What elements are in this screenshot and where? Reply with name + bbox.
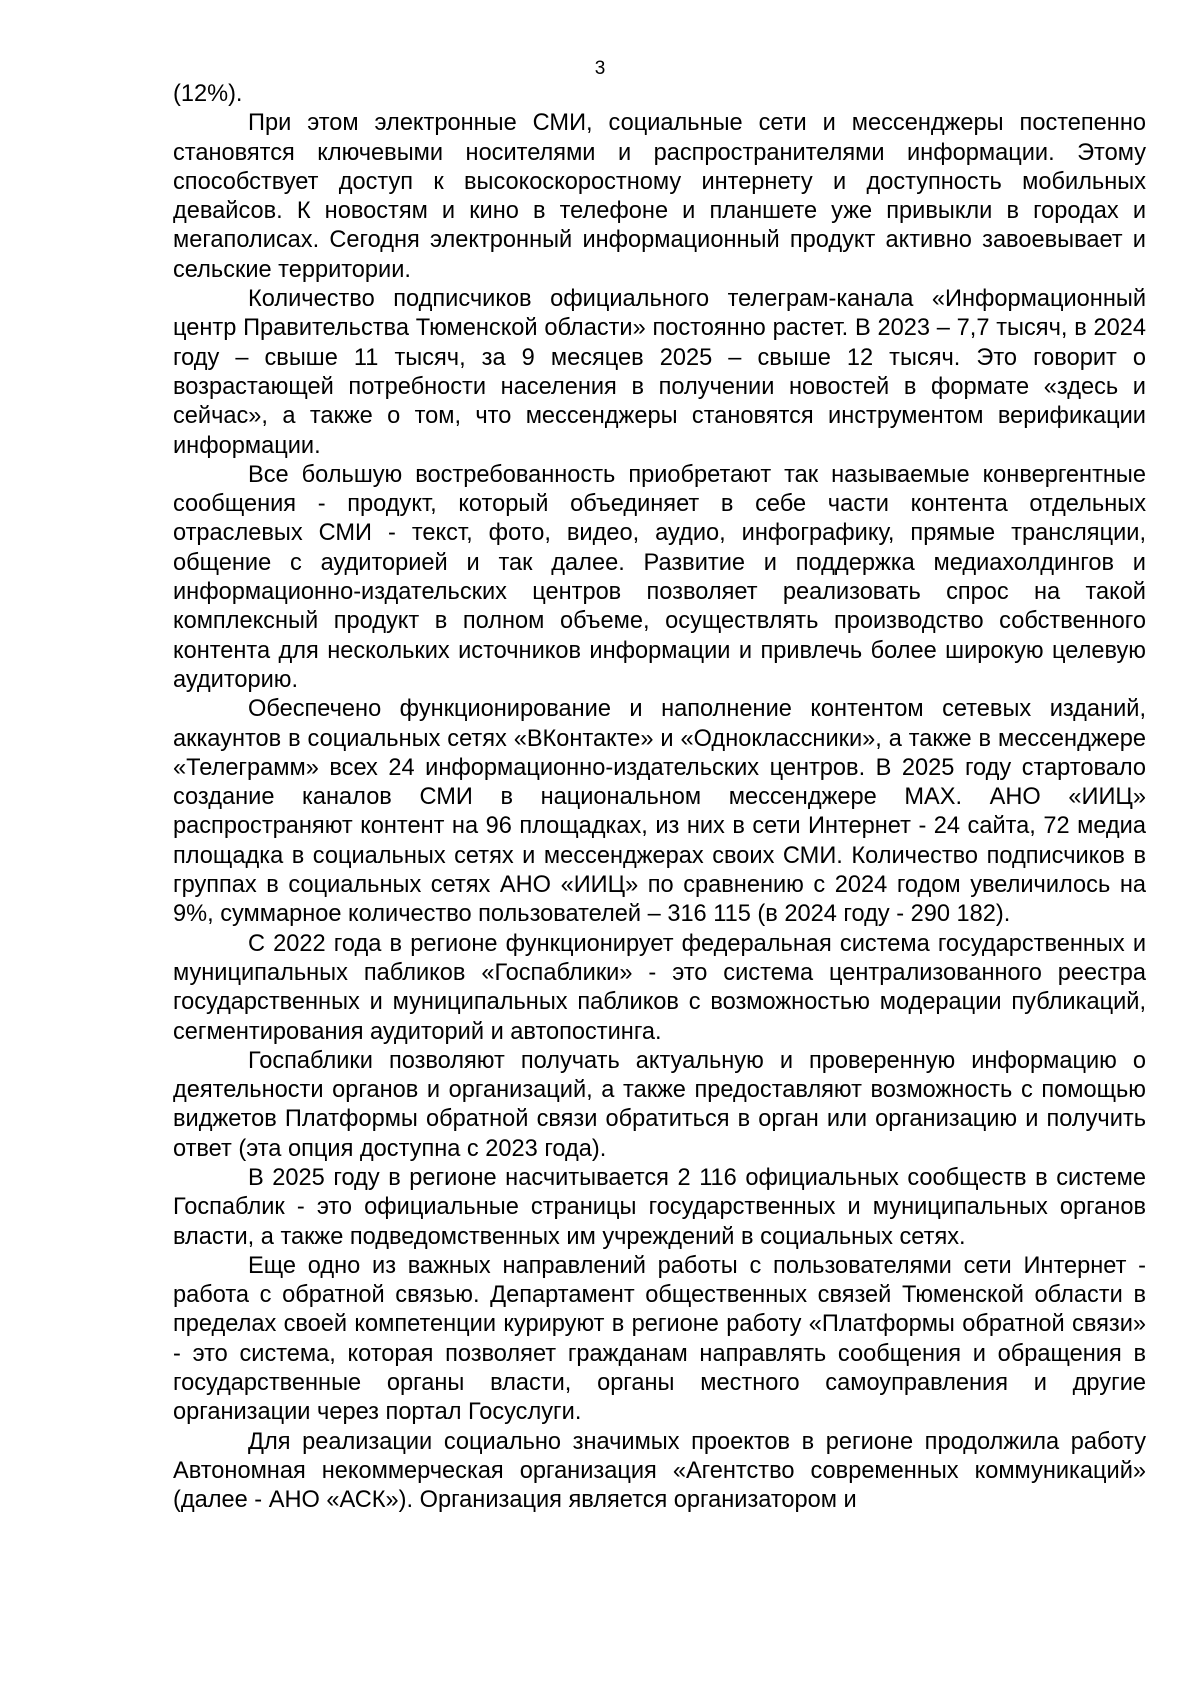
paragraph: При этом электронные СМИ, социальные сети и мессенджеры постепенно становятся ключевыми носителями и распространителями информации. Этому способствует доступ к высокоскоростному интернету и доступность мобильных девайсов. К новостям и кино в телефоне и планшете уже привыкли в городах и мегаполисах. Сегодня электронный информационный продукт активно завоевывает и сельские территории.: [173, 110, 1146, 283]
document-body: [173, 80, 1146, 1516]
paragraph: Еще одно из важных направлений работы с пользователями сети Интернет - работа с обратной связью. Департамент общественных связей Тюменской области в пределах своей компетенции курируют в регионе работу «Платформы обратной связи» - это система, которая позволяет гражданам направлять сообщения и обращения в государственные органы власти, органы местного самоуправления и другие организации через портал Госуслуги.: [173, 1252, 1146, 1426]
paragraph: С 2022 года в регионе функционирует федеральная система государственных и муниципальных пабликов «Госпаблики» - это система централизованного реестра государственных и муниципальных пабликов с возможностью модерации публикаций, сегментирования аудиторий и автопостинга.: [173, 930, 1146, 1045]
paragraph: Для реализации социально значимых проектов в регионе продолжила работу Автономная некоммерческая организация «Агентство современных коммуникаций» (далее - АНО «АСК»). Организация является организатором и: [173, 1428, 1146, 1514]
paragraph: Обеспечено функционирование и наполнение контентом сетевых изданий, аккаунтов в социальных сетях «ВКонтакте» и «Одноклассники», а также в мессенджере «Телеграмм» всех 24 информационно-издательских центров. В 2025 году стартовало создание каналов СМИ в национальном мессенджере MAX. АНО «ИИЦ» распространяют контент на 96 площадках, из них в сети Интернет - 24 сайта, 72 медиа площадка в социальных сетях и мессенджерах своих СМИ. Количество подписчиков в группах в социальных сетях АНО «ИИЦ» по сравнению с 2024 годом увеличилось на 9%, суммарное количество пользователей – 316 115 (в 2024 году - 290 182).: [173, 696, 1146, 928]
paragraph: Все большую востребованность приобретают так называемые конвергентные сообщения - продукт, который объединяет в себе части контента отдельных отраслевых СМИ - текст, фото, видео, аудио, инфографику, прямые трансляции, общение с аудиторией и так далее. Развитие и поддержка медиахолдингов и информационно-издательских центров позволяет реализовать спрос на такой комплексный продукт в полном объеме, осуществлять производство собственного контента для нескольких источников информации и привлечь более широкую целевую аудиторию.: [173, 461, 1146, 693]
paragraph: Госпаблики позволяют получать актуальную и проверенную информацию о деятельности органов и организаций, а также предоставляют возможность с помощью виджетов Платформы обратной связи обратиться в орган или организацию и получить ответ (эта опция доступна с 2023 года).: [173, 1047, 1146, 1162]
paragraph: В 2025 году в регионе насчитывается 2 116 официальных сообществ в системе Госпаблик - это официальные страницы государственных и муниципальных органов власти, а также подведомственных им учреждений в социальных сетях.: [173, 1164, 1146, 1250]
paragraph: (12%).: [173, 81, 243, 107]
page-number: 3: [594, 58, 606, 79]
paragraph: Количество подписчиков официального телеграм-канала «Информационный центр Правительства Тюменской области» постоянно растет. В 2023 – 7,7 тысяч, в 2024 году – свыше 11 тысяч, за 9 месяцев 2025 – свыше 12 тысяч. Это говорит о возрастающей потребности населения в получении новостей в формате «здесь и сейчас», а также о том, что мессенджеры становятся инструментом верификации информации.: [173, 286, 1146, 459]
